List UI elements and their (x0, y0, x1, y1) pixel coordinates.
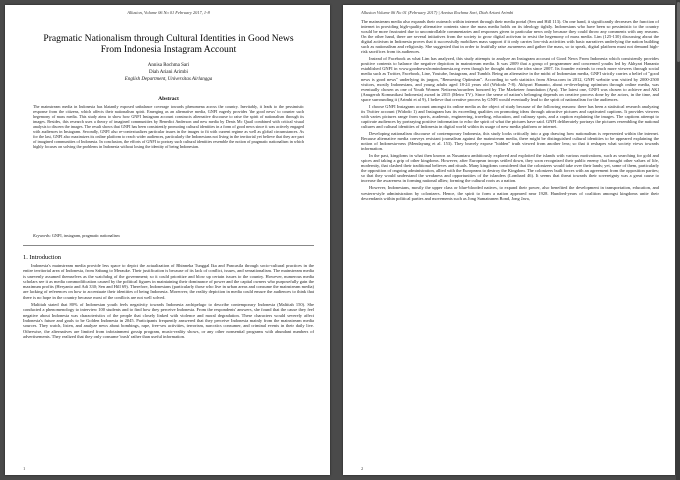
author-name-2: Diah Ariani Arimbi (149, 70, 188, 75)
paragraph: Indonesia's mainstream media provide less space to depict the actualization of Bhinneka Tunggal Ika and Pancasila through socio-cultural practices in the entire territorial area of Indonesia, from Sabang to Merauke. Their justification is because of its lack of conflict, issues, and sensationalism. The mainstream media is unevenly assumed themselves as the watchdog of the government; so it could prioritize and blow up certain issues to the country. However, numerous media scholars see it as media commodification caused by the political figures in maintaining their dominance of power and the capital owners who purposefully gain the maximum profits (Heryanto and Adi 330; Sen and Hill 69). Therefore, Indonesians (particularly those who live in urban areas and consume the mainstream media) are lacking of references on how to accentuate their identities of being Indonesia. Moreover, the reality depiction in media could ensure the audiences to think that there is no hope in the country because most of the conflicts are not well solved. (23, 263, 314, 300)
keywords (33, 233, 304, 238)
paragraph: However, Indonesians, mostly the upper class or blue-blooded natives, to expand their power, also benefited the development in transportation, education, and western-style administration by colonizers. Hence, the spirit to form a nation appeared near 1928. Hundred-years of coalition amongst kingdoms unite their descendants within political parties and movements such as Jong Sumatranen Bond, Jong Java, (361, 185, 659, 201)
paragraph: In the past, kingdoms in what then known as Nusantara ambitiously explored and exploited the islands with various motivations, such as searching for gold and spices and taking a grip of other kingdoms. However, after European troops settled down, they soon recognized their public enemy that brought other values of life, modernity, that clashed their traditional believes and rituals. Many kingdoms considered that the colonizers would take over their lands; yet, some of them, particularly the opposition of ongoing administration, allied with the Europeans to destroy the Kingdom. The colonizers built forces with an agreement from the opposition parties; so that they would understand the weakness and opportunities of the islanders (Lombard 46). It seems that threat towards their sovereignty was a great cause to increase the awareness in forming national allies; forming the cultural roots as a nation. (361, 153, 659, 184)
vertical-scrollbar[interactable] (676, 0, 680, 480)
scrollbar-thumb[interactable] (677, 2, 680, 62)
running-head: Allusion Volume 06 No 01 (February 2017) | Annisa Rochma Sari, Diah Ariani Arimbi (361, 10, 514, 15)
abstract-heading: Abstract (158, 96, 179, 102)
paragraph: I choose GNFI Instagram account amongst its online media as the object of study because of the following reasons: there has been a statistical research analyzing its Twitter account (Widodo 1) and Instagram has its exceeding qualities on promoting ideas through attractive pictures and captivated captions. It provides viewers with varies pictures range from sports, academic, engineering, traveling, education, and culinary spots, and a caption explaining the images. The captions attempt to captivate audiences by portraying positive information to echo the spirit of what the pictures have said. GNFI deliberately portrays the pictures resembling the national cultures and cultural identities of Indonesia in digital world within its usage of new media platform or internet. (361, 103, 659, 129)
abstract-text: The mainstream media in Indonesia has blatantly exposed unbalance coverage towards phenomena across the country. Inevitably, it leads to the pessimistic response from the citizens, which affects their nationalism spirit. Emerging as an alternative media, GNFI eagerly provides 'the good news' to counter such hegemony of mass media. This study aims to show how GNFI Instagram account constructs alternative discourse to raise the spirit of nationalism through its images. Besides, this research uses a theory of imagined communities by Benedict Anderson and new media by Denis Mc Quail combined with critical visual analysis to discern the images. The result shows that GNFI has been consistently promoting cultural identities in a form of good news since it was actively engaged with audiences in Instagram. Secondly, GNFI also re-contextualizes particular issues in the images to fit with current regime as well as global circumstances. As for the last, GNFI also maximizes its online platform to reach wider audiences, particularly the Indonesians not living in the territorial yet believe that they are part of imagined communities of Indonesia. In conclusion, the efforts of GNFI to portray such cultural identities resemble the notion of pragmatic nationalism in which highly focuses on solving the problems in Indonesia without losing the identity of being Indonesian. (33, 104, 304, 149)
running-head: Allusion, Volume 06 No 01 February 2017, 1-8 (127, 10, 210, 15)
keywords-list: : GNFI, instagram, pragmatic nationalism (49, 233, 120, 238)
paragraph: Developing nationalism discourse of contemporary Indonesia, this study looks critically into a gap drawing how nationalism is represented within the internet. Because alternative media conveys resistant journalism against the mainstream media, there might be distinguished cultural identities to be appeared explaining the notion of Indonesia-ness (Mendayung et al. 153). They bravely expose "hidden" truth viewed from another lens; so that it reshapes what society views towards information. (361, 130, 659, 152)
body-text (23, 263, 314, 341)
pdf-page-1 (5, 5, 330, 475)
paragraph: Maltitah stated that 80% of Indonesian youth feels negativity towards Indonesia archipelago to describe contemporary Indonesia (Maltitah 150). She conducted a phenomenology to interview 100 students and to find how they perceive Indonesia. From the respondents' answers, she found that the cause they feel negative about Indonesia was characteristics of the people that closely linked with violence and moral degradation. These characters would severely affect Indonesia's future and goals to be Golden Indonesia in 2045. Participants frequently answered that they perceive Indonesia mainly from the mainstream media sources. They watch, listen, and analyze news about bombings, rape, free-sex activities, terrorism, narcotics consumer, and criminal events in their daily live. Otherwise, the alternatives are limited from infotainment gossip program, music-reality shows, or any other nonsential programs with abundant numbers of advertisements. They realized that they only consume 'trash' rather than useful information. (23, 302, 314, 339)
keywords-label: Keywords (33, 233, 50, 238)
affiliation: English Department, Universitas Airlangga (124, 77, 213, 82)
section-heading: 1. Introduction (23, 254, 61, 261)
page-number: 2 (361, 466, 364, 471)
page-number: 1 (23, 466, 26, 471)
body-text (361, 19, 659, 203)
paragraph: Instead of Facebook as what Lim has analyzed, this study attempts to analyze an Instagram account of Good News From Indonesia which consistently provides positive contents to balance the negative depiction in mainstream media. It was 2009 that a group of programmer and concerned youths led by Akhyari Hananto established GNFI in www.goodnewsfromindonesia.org even though he thought about the idea since 2007. Its founder extends to reach more viewers through social media such as Twitter, Facebook, Line, Youtube, Instagram, and Tumblr. Being an alternative in the midst of Indonesian media, GNFI strictly carries a belief of "good news is good news" underlying its jargon, "Removing Optimism". According to web statistics from Alexa.com in 2012, GNFI website was visited by 2000-2500 visitors, mostly Indonesians, and young adults aged 18-24 years old (Widodo 7-8). Akhyari Hananto, about re-developing optimism through online media, was eventually chosen as one of Youth Women Netizens/awardees honored by The Marketeer foundation (Ayu). The latest one, GNFI was chosen to achieve and AKI (Anugerah Komunikasi Indonesia) award in 2015 (Metro TV). Since the sense of nation's belonging depends on creative process done by the actors, in the time, and space surrounding it (Arimbi et al 9), I believe that creative process by GNFI would eventually lead to the spirit of nationalism for the audiences. (361, 56, 659, 102)
author-name: Annisa Rochma Sari (147, 63, 190, 68)
paragraph: The mainstream media also expands their outreach within internet through their media portal (Sen and Hill 113). On one hand, it significantly decreases the function of internet in providing high-quality alternative contents since the mass media holds on its ideology tightly. Indonesians who have been so pessimistic to the country would be more frustrated due to uncontrollable commentaries and responses given to particular news only because they could throw any comments with any reasons. On the other hand, there are several initiatives from the society to grow digital activism to resist the hegemony of mass media. Lim (125-130) discussing about the digital activism in Indonesia proves that it successfully mobilizes mass support if it only carries low-risk activities with basic narratives underlying the nation building such as nationalism and religiosity. She suggested that in order to fruitfully raise awareness and gather the mass, so to speak, digital platform must not demand high-risk sacrifices from its audiences. (361, 19, 659, 55)
page-1-content (23, 5, 314, 475)
paper-title: Pragmatic Nationalism through Cultural Identities in Good News From Indonesia Instagram Account (43, 33, 294, 55)
pdf-page-2 (343, 5, 675, 475)
section-divider (23, 245, 314, 246)
page-2-content (361, 5, 659, 475)
